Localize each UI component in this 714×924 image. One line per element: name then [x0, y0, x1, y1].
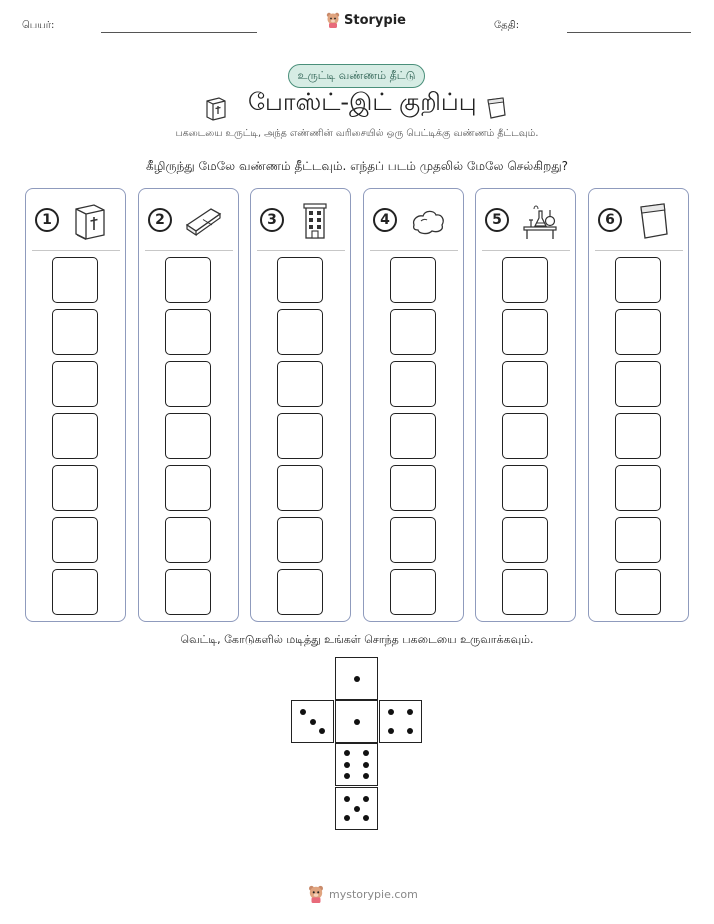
color-column-6: [588, 188, 689, 622]
dice-pip: [363, 750, 369, 756]
color-box[interactable]: [502, 465, 548, 511]
activity-tag: உருட்டி வண்ணம் தீட்டு: [288, 64, 425, 88]
name-line[interactable]: [101, 32, 257, 33]
dice-face-1: [335, 700, 378, 743]
color-box[interactable]: [165, 361, 211, 407]
dice-pip: [344, 773, 350, 779]
color-box[interactable]: [502, 257, 548, 303]
date-line[interactable]: [567, 32, 691, 33]
column-number: 2: [148, 208, 172, 232]
column-divider: [370, 250, 458, 251]
footer: [308, 885, 418, 903]
color-box[interactable]: [390, 569, 436, 615]
color-box[interactable]: [615, 569, 661, 615]
dice-pip: [319, 728, 325, 734]
dice-pip: [388, 709, 394, 715]
color-box[interactable]: [277, 361, 323, 407]
page-title: போஸ்ட்-இட் குறிப்பு: [248, 88, 477, 116]
dice-pip: [354, 719, 360, 725]
dice-pip: [363, 815, 369, 821]
color-box[interactable]: [615, 257, 661, 303]
footer-site[interactable]: mystorypie.com: [329, 887, 418, 901]
column-divider: [595, 250, 683, 251]
bible-book-icon: [203, 95, 229, 121]
color-box[interactable]: [390, 465, 436, 511]
sticky-note-icon: [483, 95, 509, 121]
color-box[interactable]: [502, 413, 548, 459]
dice-face-3: [291, 700, 334, 743]
sticky-note-icon: [633, 201, 673, 241]
logo-text: Storypie: [344, 12, 406, 28]
color-box[interactable]: [277, 517, 323, 563]
color-box[interactable]: [165, 309, 211, 355]
dice-pip: [344, 815, 350, 821]
color-box[interactable]: [52, 361, 98, 407]
bear-mascot-icon: [326, 12, 340, 28]
column-number: 5: [485, 208, 509, 232]
dice-pip: [407, 709, 413, 715]
dice-face-5: [335, 787, 378, 830]
color-column-2: [138, 188, 239, 622]
color-box[interactable]: [502, 309, 548, 355]
worksheet-subtitle: பகடையை உருட்டி, அந்த எண்ணின் வரிசையில் ஒரு பெட்டிக்கு வண்ணம் தீட்டவும்.: [175, 128, 539, 139]
color-box[interactable]: [615, 309, 661, 355]
dice-face-4: [379, 700, 422, 743]
dice-pip: [344, 762, 350, 768]
dice-instruction: வெட்டி, கோடுகளில் மடித்து உங்கள் சொந்த பகடையை உருவாக்கவும்.: [180, 633, 534, 646]
column-number: 3: [260, 208, 284, 232]
dice-face-6: [335, 743, 378, 786]
column-divider: [145, 250, 233, 251]
worksheet-question: கீழிருந்து மேலே வண்ணம் தீட்டவும். எந்தப் படம் முதலில் மேலே செல்கிறது?: [145, 159, 569, 173]
color-box[interactable]: [390, 361, 436, 407]
color-box[interactable]: [502, 569, 548, 615]
lab-equipment-icon: [520, 201, 560, 241]
column-number: 6: [598, 208, 622, 232]
color-box[interactable]: [277, 465, 323, 511]
dice-pip: [354, 806, 360, 812]
storypie-logo: [326, 12, 406, 28]
dice-pip: [344, 750, 350, 756]
color-box[interactable]: [615, 465, 661, 511]
column-number: 4: [373, 208, 397, 232]
building-icon: [295, 201, 335, 241]
dice-pip: [407, 728, 413, 734]
color-box[interactable]: [52, 257, 98, 303]
name-label: பெயர்:: [22, 20, 55, 31]
color-box[interactable]: [52, 309, 98, 355]
color-box[interactable]: [165, 257, 211, 303]
bear-mascot-icon: [308, 885, 324, 903]
color-box[interactable]: [52, 465, 98, 511]
bible-book-icon: [70, 201, 110, 241]
color-box[interactable]: [615, 517, 661, 563]
color-box[interactable]: [165, 569, 211, 615]
eraser-icon: [183, 201, 223, 241]
color-box[interactable]: [277, 309, 323, 355]
dice-pip: [300, 709, 306, 715]
color-box[interactable]: [390, 257, 436, 303]
color-column-3: [250, 188, 351, 622]
dice-pip: [310, 719, 316, 725]
color-box[interactable]: [277, 569, 323, 615]
column-divider: [257, 250, 345, 251]
color-box[interactable]: [165, 517, 211, 563]
color-box[interactable]: [277, 257, 323, 303]
color-box[interactable]: [502, 517, 548, 563]
column-number: 1: [35, 208, 59, 232]
dice-pip: [344, 796, 350, 802]
puddle-icon: [408, 201, 448, 241]
color-column-5: [475, 188, 576, 622]
dice-pip: [363, 796, 369, 802]
color-box[interactable]: [165, 465, 211, 511]
color-column-1: [25, 188, 126, 622]
color-box[interactable]: [615, 361, 661, 407]
color-box[interactable]: [52, 413, 98, 459]
color-box[interactable]: [277, 413, 323, 459]
color-box[interactable]: [165, 413, 211, 459]
color-box[interactable]: [390, 413, 436, 459]
dice-pip: [363, 773, 369, 779]
color-box[interactable]: [390, 309, 436, 355]
color-column-4: [363, 188, 464, 622]
column-divider: [482, 250, 570, 251]
color-box[interactable]: [615, 413, 661, 459]
dice-pip: [388, 728, 394, 734]
color-box[interactable]: [52, 569, 98, 615]
color-box[interactable]: [390, 517, 436, 563]
column-divider: [32, 250, 120, 251]
date-label: தேதி:: [494, 20, 520, 31]
dice-pip: [363, 762, 369, 768]
color-box[interactable]: [502, 361, 548, 407]
color-box[interactable]: [52, 517, 98, 563]
dice-pip: [354, 676, 360, 682]
dice-face-1: [335, 657, 378, 700]
